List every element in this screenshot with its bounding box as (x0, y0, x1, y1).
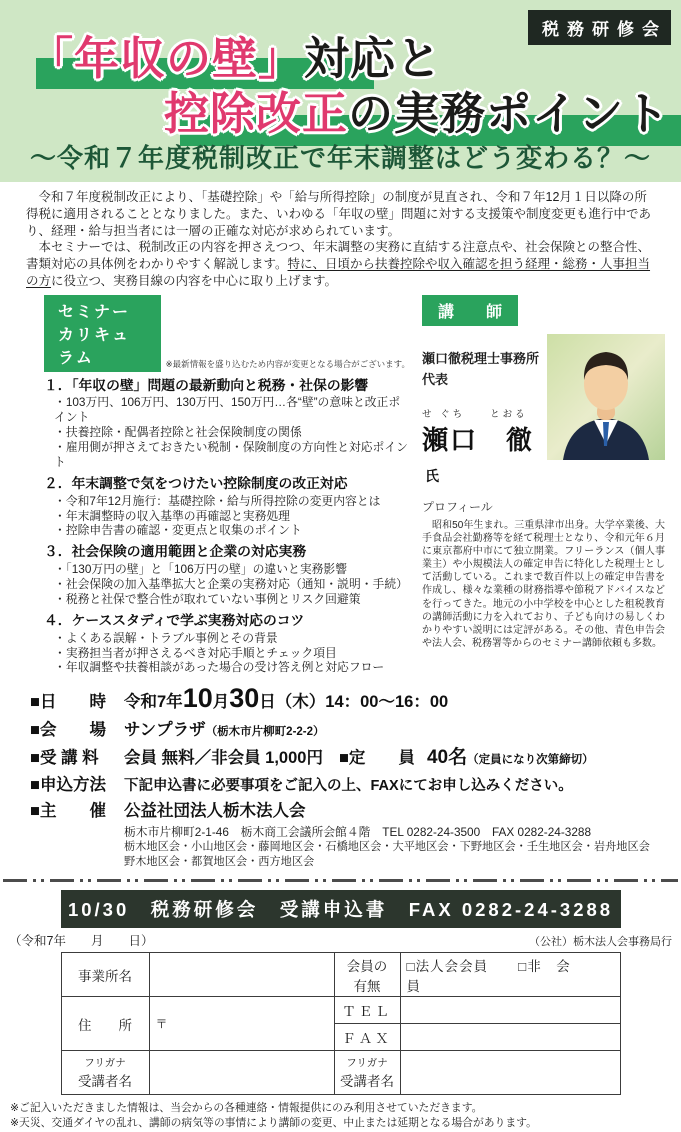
address-label: 住 所 (61, 997, 149, 1051)
lecturer-position: 代表 (422, 371, 449, 387)
list-item: ・ 年末調整時の収入基準の再確認と実務処理 (54, 509, 410, 524)
seminar-type-badge: 税務研修会 (528, 10, 671, 45)
curriculum-label: セミナーカリキュラム (44, 295, 161, 372)
detail-row-fee (30, 742, 669, 769)
office-name-field[interactable] (149, 953, 334, 997)
lecturer-furigana: せ ぐち とおる (422, 408, 528, 420)
profile-text: 昭和50年生まれ。三重県津市出身。大学卒業後、大手食品会社勤務等を経て税理士となり、令和元年６月に東京都府中市にて独立開業。フリーランス（個人事業主）や小規模法人の確定申告に特化した税理士として活動している。これまで数百件以上の確定申告書を作成し、様々な業種の財務指導や節税アドバイスなどを行ってきた。地元の小中学校を中心とした租税教育の講師活動に力を入れており、子ども向けの易しくわかりやすい説明には定評がある。その他、青色申告会や法人会、税務署等からのセミナー講師依頼も多数。 (422, 519, 665, 650)
curriculum-section-4 (44, 612, 410, 676)
capacity-note: （定員になり次第締切） (467, 754, 594, 767)
tel-field[interactable] (400, 997, 620, 1024)
date-label: ■日 時 (30, 693, 106, 712)
cut-line (3, 879, 678, 882)
list-item: ・ 「130万円の壁」と「106万円の壁」の違いと実務影響 (54, 562, 410, 577)
apply-label: ■申込方法 (30, 776, 106, 795)
note-cancellation: ※天災、交通ダイヤの乱れ、講師の病気等の事情により講師の変更、中止または延期となる場合があります。 (10, 1117, 537, 1130)
capacity-label: ■定 員 (338, 749, 415, 768)
form-addressee: （公社）栃木法人会事務局行 (529, 936, 672, 949)
host-name: 公益社団法人栃木法人会 (124, 802, 306, 821)
section-1-items (44, 395, 410, 469)
lecturer-info (422, 334, 547, 488)
tel-label: ＴＥＬ (334, 997, 400, 1024)
list-item: ・ 令和7年12月施行：基礎控除・給与所得控除の変更内容とは (54, 494, 410, 509)
lecturer-photo (547, 334, 665, 460)
host-details (124, 823, 669, 869)
section-2-title: ２．年末調整で気をつけたい控除制度の改正対応 (44, 475, 348, 491)
title-line1-black: 対応と (304, 33, 443, 84)
list-item: ・ 扶養控除・配偶者控除と社会保険制度の関係 (54, 425, 410, 440)
postal-mark: 〒 (155, 1017, 168, 1032)
lecturer-honorific: 氏 (425, 467, 441, 484)
apply-value: 下記申込書に必要事項をご記入の上、FAXにてお申し込みください。 (124, 778, 573, 795)
attendee2-field[interactable] (400, 1051, 620, 1095)
list-item: ・ 社会保険の加入基準拡大と企業の実務対応（通知・説明・手続） (54, 577, 410, 592)
application-form-table (61, 952, 621, 1095)
office-name-label: 事業所名 (61, 953, 149, 997)
intro-p2-pre: 本セミナーでは、税制改正の内容を押さえつつ、年末調整の実務に直結する注意点や、社会保険との整合性、書類対応の具体例をわかりやすく解説します。 (26, 240, 651, 271)
fee-value: 会員 無料／非会員 1,000円 ■定 員 40名（定員になり次第締切） (124, 747, 594, 769)
footer-notes (0, 1095, 681, 1131)
member-option-non-member-checkbox[interactable]: □非 会 員 (406, 958, 586, 994)
form-meta (9, 931, 672, 949)
curriculum-section-2 (44, 475, 410, 539)
list-item: ・ 実務担当者が押さえるべき対応手順とチェック項目 (54, 646, 410, 661)
table-row (61, 1051, 620, 1095)
lecturer-column (422, 295, 665, 676)
form-date-line: （令和7年 月 日） (9, 934, 154, 949)
event-details (0, 675, 681, 869)
header (0, 0, 681, 182)
list-item: ・ 年収調整や扶養相談があった場合の受け答え例と対応フロー (54, 660, 410, 675)
subtitle: ～令和７年度税制改正で年末調整はどう変わる？～ (29, 143, 651, 173)
list-item: ・ よくある誤解・トラブル事例とその背景 (54, 631, 410, 646)
table-row (61, 997, 620, 1024)
intro-paragraph-2 (26, 239, 657, 289)
title-line2-pink: 控除改正 (164, 88, 349, 139)
list-item: ・ 103万円、106万円、130万円、150万円…各“壁”の意味と改正ポイント (54, 395, 410, 425)
fax-label: ＦＡＸ (334, 1024, 400, 1051)
membership-label: 会員の 有無 (334, 953, 400, 997)
list-item: ・ 税務と社保で整合性が取れていない事例とリスク回避策 (54, 592, 410, 607)
section-1-title: １．「年収の壁」問題の最新動向と税務・社保の影響 (44, 377, 369, 393)
list-item: ・ 控除申告書の確認・変更点と収集のポイント (54, 523, 410, 538)
date-value: 令和7年10月30日（木）14：00～16：00 (124, 683, 449, 714)
title-line-1 (28, 22, 442, 87)
curriculum-section-1 (44, 377, 410, 470)
section-3-items (44, 562, 410, 607)
list-item: ・ 雇用側が押さえておきたい税制・保険制度の方向性と対応ポイント (54, 440, 410, 470)
section-3-title: ３．社会保険の適用範囲と企業の対応実務 (44, 544, 307, 560)
venue-label: ■会 場 (30, 721, 106, 740)
district-list-1: 栃木地区会・小山地区会・藤岡地区会・石橋地区会・大平地区会・下野地区会・壬生地区会・岩舟地区会 (124, 841, 650, 854)
curriculum-section-3 (44, 543, 410, 607)
fax-field[interactable] (400, 1024, 620, 1051)
intro-paragraph-1: 令和７年度税制改正により、「基礎控除」や「給与所得控除」の制度が見直され、令和７年12月１日以降の所得税に適用されることとなりました。また、いわゆる「年収の壁」問題に対する支援策や制度変更も進行中であり、経理・給与担当者には一層の正確な対応が求められています。 (26, 190, 652, 238)
detail-row-venue (30, 716, 669, 740)
title-line-2 (164, 77, 670, 142)
lecturer-office: 瀬口徹税理士事務所 (422, 350, 540, 366)
host-label: ■主 催 (30, 802, 106, 821)
venue-value: サンプラザ（栃木市片柳町2-2-2） (124, 721, 325, 740)
section-4-items (44, 631, 410, 676)
table-row (61, 953, 620, 997)
capacity-value: 40名 (426, 747, 468, 769)
lecturer-row (422, 334, 665, 488)
section-2-items (44, 494, 410, 539)
profile-label: プロフィール (422, 499, 493, 514)
lecturer-label: 講 師 (422, 295, 518, 326)
title-line1-pink: 「年収の壁」 (28, 33, 305, 84)
detail-row-apply (30, 771, 669, 795)
attendee2-label: フリガナ 受講者名 (334, 1051, 400, 1095)
intro-p2-underlined: 特に、日頃から扶養控除や収入確認を担う経理・総務・人事担当の方 (26, 257, 651, 288)
attendee1-label: フリガナ 受講者名 (61, 1051, 149, 1095)
application-banner: 10/30 税務研修会 受講申込書 FAX 0282-24-3288 (61, 890, 621, 928)
note-privacy: ※ご記入いただきました情報は、当会からの各種連絡・情報提供にのみ利用させていただきます。 (10, 1102, 483, 1115)
main-columns (0, 290, 681, 676)
fee-label: ■受 講 料 (30, 749, 99, 768)
intro-section (0, 182, 681, 290)
title-line2-black: の実務ポイント (348, 88, 671, 139)
curriculum-column (44, 295, 410, 676)
attendee1-field[interactable] (149, 1051, 334, 1095)
address-field[interactable] (149, 997, 334, 1051)
member-option-houjinkai-checkbox[interactable]: □法人会会員 (406, 958, 489, 974)
curriculum-header (44, 295, 410, 372)
detail-row-date (30, 683, 669, 714)
membership-options (400, 953, 620, 997)
host-address: 栃木市片柳町2-1-46 栃木商工会議所会館４階 TEL 0282-24-3500 FAX 0282-24-3288 (124, 825, 592, 840)
detail-row-host (30, 797, 669, 821)
lecturer-name: 瀬口 徹氏 (422, 424, 535, 484)
curriculum-note: ※最新情報を盛り込むため内容が変更となる場合がございます。 (165, 358, 410, 369)
section-4-title: ４．ケーススタディで学ぶ実務対応のコツ (44, 612, 305, 628)
district-list-2: 野木地区会・都賀地区会・西方地区会 (124, 855, 315, 868)
intro-p2-post: に役立つ、実務目線の内容を中心に取り上げます。 (51, 273, 338, 288)
